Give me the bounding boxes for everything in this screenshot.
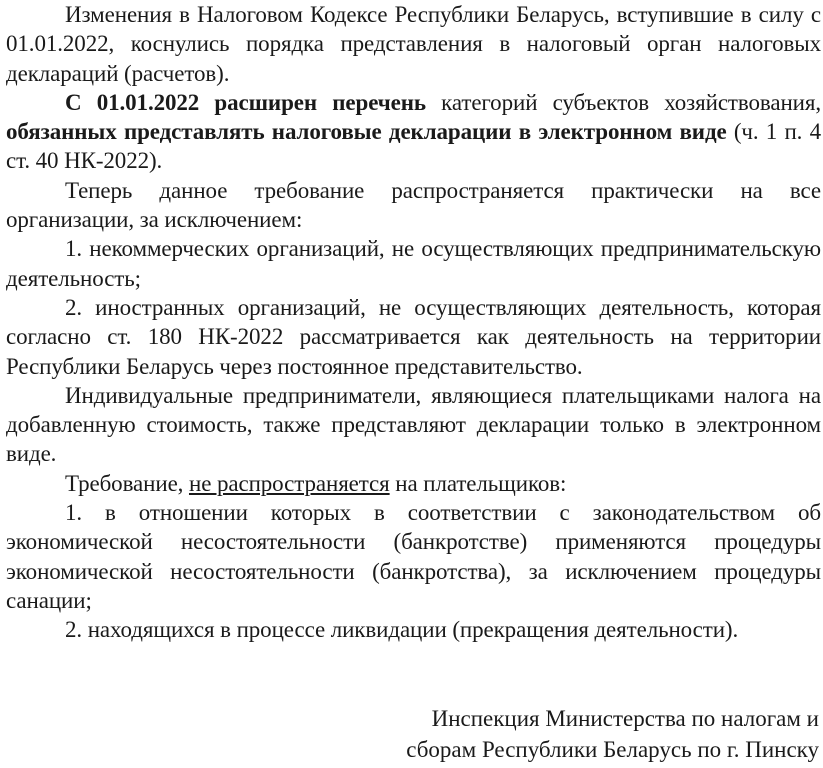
intro-paragraph: Изменения в Налоговом Кодексе Республики Беларусь, вступившие в силу с 01.01.2022, коснулись порядка представления в налоговый орган налоговых деклараций (расчетов).	[6, 2, 821, 86]
exception-item-2: 2. иностранных организаций, не осуществляющих деятельность, которая согласно ст. 180 НК-2022 рассматривается как деятельность на территории Республики Беларусь через постоянное представительство.	[6, 294, 821, 379]
plain-text: категорий субъектов хозяйствования,	[425, 89, 821, 115]
signature-line-2: сборам Республики Беларусь по г. Пинску	[406, 737, 819, 762]
not-applicable-paragraph	[6, 469, 821, 498]
underlined-phrase: не распространяется	[188, 470, 390, 496]
plain-text: на плательщиков:	[389, 470, 567, 496]
signature-line-1: Инспекция Министерства по налогам и	[431, 706, 819, 731]
bold-obligation-phrase: обязанных представлять налоговые декларации в электронном виде	[6, 119, 727, 145]
payer-item-1: 1. в отношении которых в соответствии с законодательством об экономической несостоятельности (банкротстве) применяются процедуры экономической несостоятельности (банкротства), за исключением процедуры санации;	[6, 500, 821, 613]
bold-date-phrase: С 01.01.2022 расширен перечень	[65, 89, 426, 115]
signature-block	[406, 703, 819, 765]
expanded-list-paragraph	[6, 88, 821, 176]
payer-item-2: 2. находящихся в процессе ликвидации (прекращения деятельности).	[65, 617, 739, 643]
requirement-paragraph: Теперь данное требование распространяется практически на все организации, за исключением:	[6, 177, 821, 233]
document-body	[6, 0, 821, 645]
entrepreneurs-paragraph: Индивидуальные предприниматели, являющиеся плательщиками налога на добавленную стоимость, также представляют декларации только в электронном виде.	[6, 382, 821, 467]
legal-reference: (ч. 1 п. 4 ст. 40 НК-2022).	[6, 119, 821, 174]
exception-item-1: 1. некоммерческих организаций, не осуществляющих предпринимательскую деятельность;	[6, 236, 821, 291]
plain-text: Требование,	[65, 470, 189, 496]
